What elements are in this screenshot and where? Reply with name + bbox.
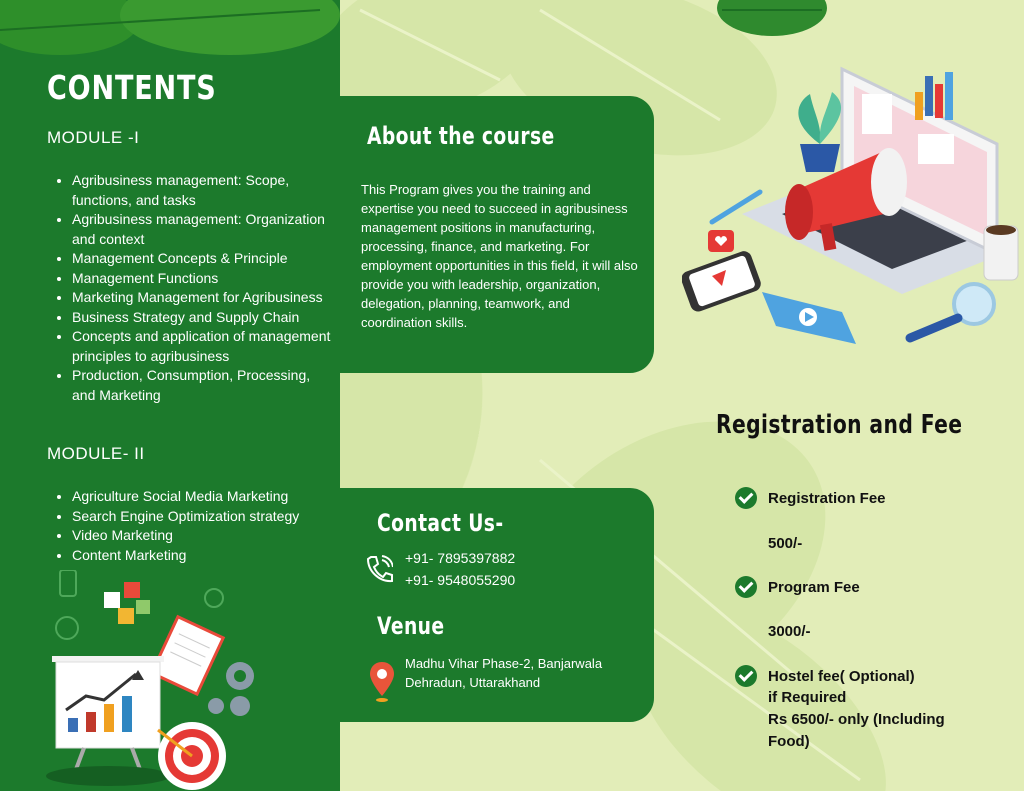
fee-note: if Required — [768, 689, 847, 706]
list-item: • Management Concepts & Principle — [72, 249, 334, 269]
marketing-illustration — [682, 64, 1022, 354]
globe-icon — [56, 617, 78, 639]
presentation-board-icon — [46, 656, 170, 786]
video-card-icon — [762, 292, 856, 344]
magnifier-icon — [910, 284, 994, 338]
contact-title: Contact Us- — [377, 509, 504, 537]
list-item: • Video Marketing — [72, 526, 334, 546]
list-item: • Agribusiness management: Organization and context — [72, 210, 334, 249]
list-item: • Business Strategy and Supply Chain — [72, 308, 334, 328]
lightbulb-icon — [205, 589, 223, 607]
about-card — [340, 96, 654, 373]
mobile-icon — [682, 249, 763, 314]
target-icon — [158, 722, 226, 790]
list-item: • Marketing Management for Agribusiness — [72, 288, 334, 308]
list-item: • Content Marketing — [72, 546, 334, 566]
clipboard-icon — [152, 617, 224, 694]
list-item: • Search Engine Optimization strategy — [72, 507, 334, 527]
fee-label: Program Fee — [768, 579, 860, 596]
phone-outline-icon — [60, 570, 76, 596]
venue-title: Venue — [377, 612, 445, 640]
list-item: • Agriculture Social Media Marketing — [72, 487, 334, 507]
location-pin-icon — [368, 660, 396, 704]
module-1-title: MODULE -I — [47, 128, 140, 147]
module-2-list — [52, 487, 334, 565]
module-2-title: MODULE- II — [47, 444, 145, 463]
coffee-cup-icon — [984, 225, 1018, 280]
business-illustration — [40, 570, 340, 791]
list-item: • Agribusiness management: Scope, functions, and tasks — [72, 171, 334, 210]
contents-title: CONTENTS — [47, 68, 217, 107]
leaf-decoration — [0, 0, 340, 70]
fee-label: Hostel fee( Optional) — [768, 668, 915, 685]
about-text: This Program gives you the training and expertise you need to succeed in agribusiness management positions in manufacturing, processing, finance, and marketing. For employment opportunities in this field, it will also provide you with leadership, organization, delegation, planning, teamwork, and coordination skills. — [361, 182, 638, 330]
venue-address: Madhu Vihar Phase-2, Banjarwala Dehradun, Uttarakhand — [405, 656, 603, 690]
phone-number-1[interactable]: +91- 7895397882 — [405, 550, 516, 566]
fee-value: Food) — [768, 733, 810, 750]
fee-value: 500/- — [768, 535, 803, 552]
fee-value: Rs 6500/- only (Including — [768, 711, 945, 728]
plant-icon — [798, 92, 841, 172]
check-icon — [735, 487, 757, 509]
list-item: • Concepts and application of management principles to agribusiness — [72, 327, 334, 366]
like-notification-icon — [708, 230, 734, 252]
gear-icon — [208, 662, 254, 716]
list-item: • Production, Consumption, Processing, and Marketing — [72, 366, 334, 405]
about-title: About the course — [367, 122, 555, 150]
puzzle-icon — [104, 582, 150, 624]
fee-label: Registration Fee — [768, 490, 886, 507]
contents-panel — [0, 0, 340, 791]
list-item: • Management Functions — [72, 269, 334, 289]
phone-number-2[interactable]: +91- 9548055290 — [405, 572, 516, 588]
leaf-decoration — [712, 0, 832, 40]
registration-title: Registration and Fee — [716, 410, 963, 440]
module-1-list — [52, 171, 334, 405]
fee-value: 3000/- — [768, 623, 811, 640]
contact-card — [340, 488, 654, 722]
check-icon — [735, 665, 757, 687]
check-icon — [735, 576, 757, 598]
phone-icon — [365, 554, 393, 584]
